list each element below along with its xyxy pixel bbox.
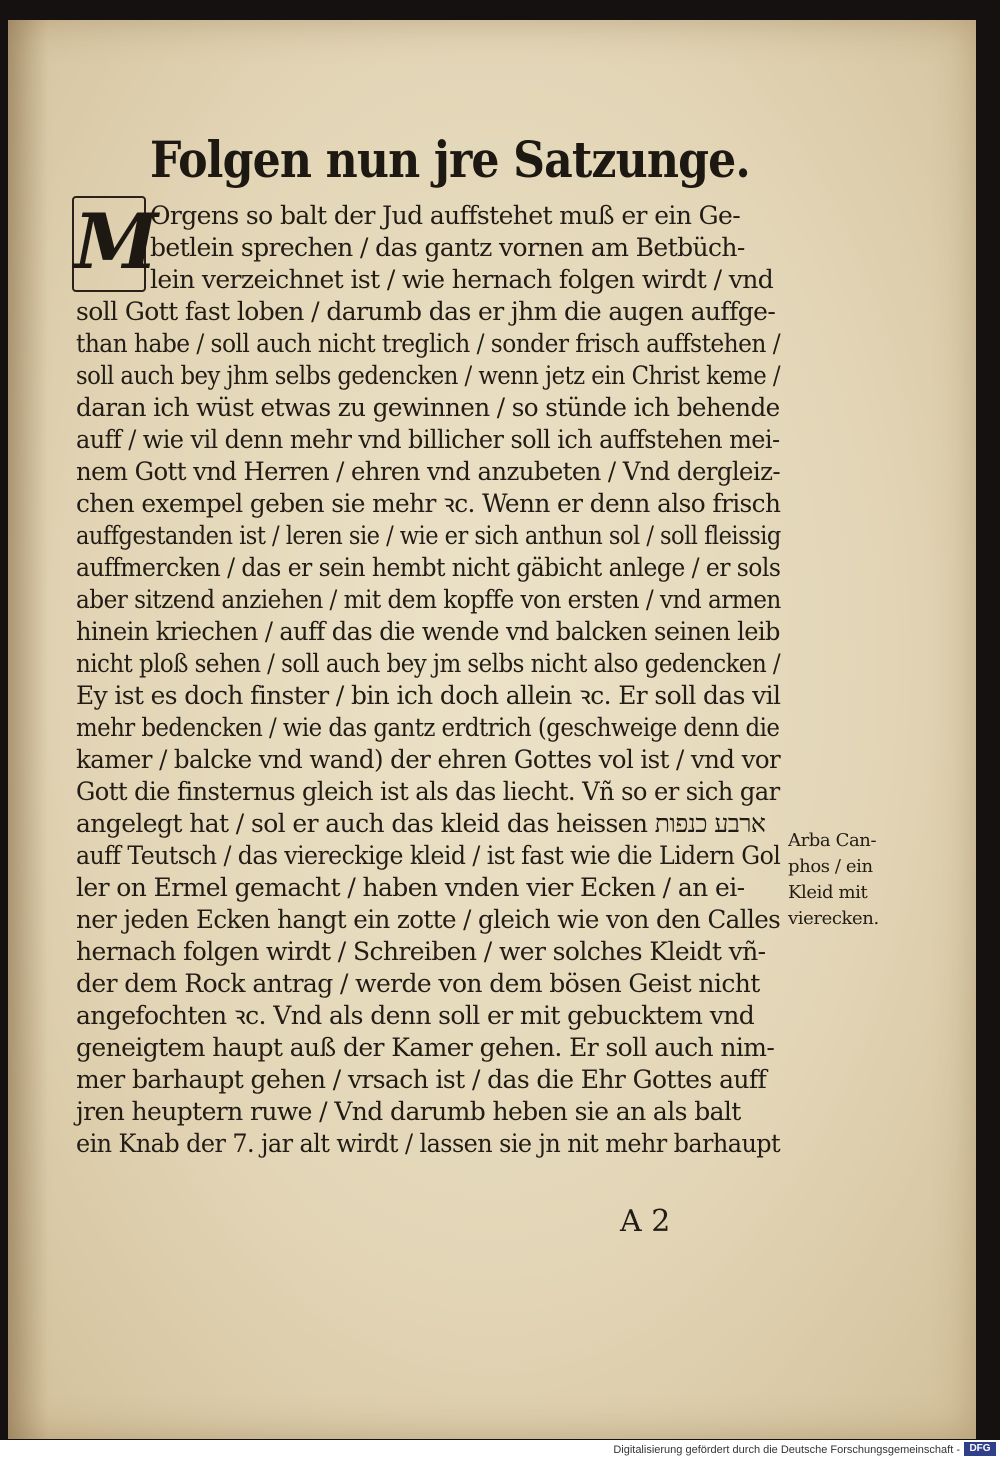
text-line: betlein sprechen / das gantz vornen am Betbüch-: [150, 233, 745, 262]
text-line: auff Teutsch / das viereckige kleid / ist fast wie die Lidern Gol: [76, 841, 781, 870]
funding-credit: Digitalisierung gefördert durch die Deutsche Forschungsgemeinschaft -: [613, 1444, 960, 1456]
text-line: than habe / soll auch nicht treglich / sonder frisch auffstehen /: [76, 329, 781, 358]
text-line: auffgestanden ist / leren sie / wie er sich anthun sol / soll fleissig: [76, 521, 781, 550]
text-line: hinein kriechen / auff das die wende vnd balcken seinen leib: [76, 617, 780, 646]
text-line: mer barhaupt gehen / vrsach ist / das die Ehr Gottes auff: [76, 1065, 767, 1094]
text-line: geneigtem haupt auß der Kamer gehen. Er soll auch nim-: [76, 1033, 775, 1062]
text-line: lein verzeichnet ist / wie hernach folgen wirdt / vnd: [150, 265, 774, 294]
text-line: auffmercken / das er sein hembt nicht gäbicht anlege / er sols: [76, 553, 781, 582]
text-line: aber sitzend anziehen / mit dem kopffe von ersten / vnd armen: [76, 585, 781, 614]
text-line: jren heuptern ruwe / Vnd darumb heben sie an als balt: [76, 1097, 741, 1126]
signature-mark: A 2: [620, 1204, 671, 1239]
text-line: kamer / balcke vnd wand) der ehren Gottes vol ist / vnd vor: [76, 745, 781, 774]
text-line: mehr bedencken / wie das gantz erdtrich (geschweige denn die: [76, 713, 780, 742]
text-line: chen exempel geben sie mehr ꝛc. Wenn er denn also frisch: [76, 489, 781, 518]
text-line: ein Knab der 7. jar alt wirdt / lassen sie jn nit mehr barhaupt: [76, 1129, 781, 1158]
margin-note-line: Kleid mit: [788, 882, 868, 903]
text-line: auff / wie vil denn mehr vnd billicher soll ich auffstehen mei-: [76, 425, 780, 454]
text-line: der dem Rock antrag / werde von dem bösen Geist nicht: [76, 969, 760, 998]
text-line: soll Gott fast loben / darumb das er jhm die augen auffge-: [76, 297, 776, 326]
page-gutter-shadow: [8, 20, 48, 1439]
text-line: Orgens so balt der Jud auffstehet muß er ein Ge-: [150, 201, 741, 230]
margin-note-line: phos / ein: [788, 856, 873, 877]
text-line: angefochten ꝛc. Vnd als denn soll er mit gebucktem vnd: [76, 1001, 755, 1030]
margin-note-line: vierecken.: [788, 908, 879, 929]
text-line: Ey ist es doch finster / bin ich doch allein ꝛc. Er soll das vil: [76, 681, 781, 710]
text-line: nem Gott vnd Herren / ehren vnd anzubeten / Vnd dergleiz-: [76, 457, 780, 486]
text-line: hernach folgen wirdt / Schreiben / wer solches Kleidt vñ-: [76, 937, 766, 966]
margin-note-line: Arba Can-: [788, 830, 877, 851]
text-line: ner jeden Ecken hangt ein zotte / gleich wie von den Calles: [76, 905, 781, 934]
text-line: angelegt hat / sol er auch das kleid das heissen ארבע כנפות: [76, 809, 766, 838]
text-line: nicht ploß sehen / soll auch bey jm selbs nicht also gedencken /: [76, 649, 781, 678]
decorated-initial: M: [72, 196, 146, 292]
text-line: daran ich wüst etwas zu gewinnen / so stünde ich behende: [76, 393, 780, 422]
text-line: Gott die finsternus gleich ist als das liecht. Vñ so er sich gar: [76, 777, 780, 806]
text-line: soll auch bey jhm selbs gedencken / wenn jetz ein Christ keme /: [76, 361, 780, 390]
text-line: ler on Ermel gemacht / haben vnden vier Ecken / an ei-: [76, 873, 745, 902]
page-title: Folgen nun jre Satzunge.: [150, 130, 750, 189]
dfg-logo: DFG: [964, 1442, 996, 1456]
